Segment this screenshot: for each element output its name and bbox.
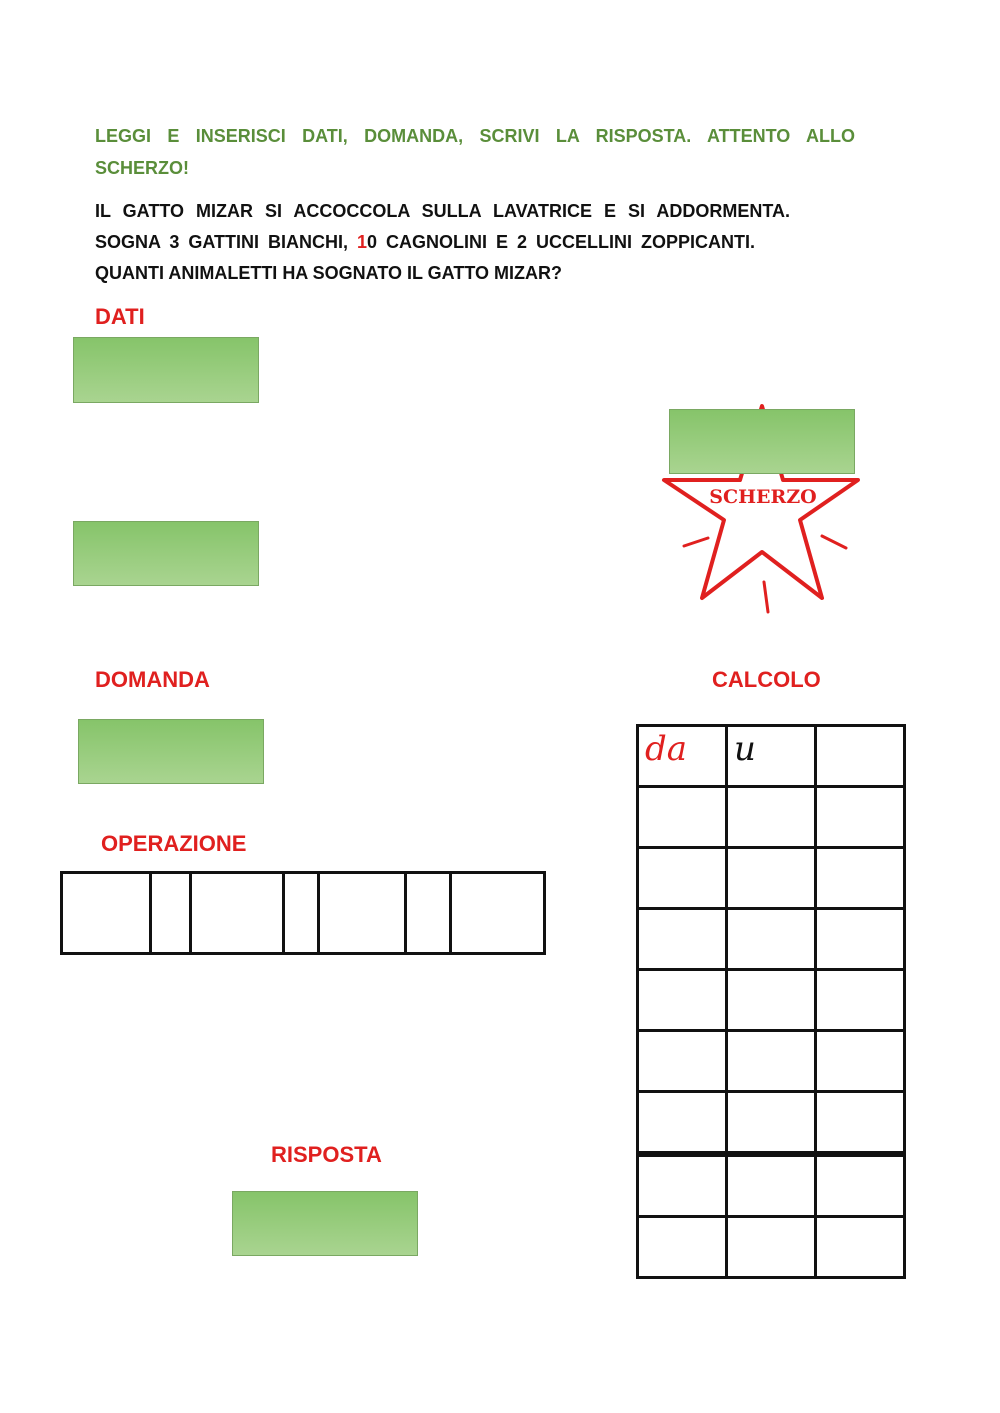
calcolo-cell[interactable] [638,1092,727,1155]
calcolo-cell[interactable] [816,1154,905,1217]
domanda-label: DOMANDA [95,667,210,692]
calcolo-cell[interactable] [816,787,905,848]
operazione-cell[interactable] [284,873,319,954]
calcolo-cell[interactable] [727,970,816,1031]
dati-answer-box-2[interactable] [73,521,259,586]
calcolo-cell[interactable] [638,848,727,909]
operazione-table [60,871,546,955]
dati-answer-box-1[interactable] [73,337,259,403]
calcolo-cell[interactable] [638,1031,727,1092]
calcolo-cell[interactable] [727,1092,816,1155]
scherzo-stamp-text: SCHERZO [709,486,817,508]
calcolo-cell[interactable] [816,1031,905,1092]
problem-text [95,196,835,289]
calcolo-cell[interactable] [638,1154,727,1217]
calcolo-cell[interactable] [638,970,727,1031]
calcolo-cell[interactable] [816,909,905,970]
operazione-cell[interactable] [451,873,545,954]
problem-line-2 [95,227,835,258]
operazione-cell[interactable] [406,873,451,954]
instructions: LEGGI E INSERISCI DATI, DOMANDA, SCRIVI LA RISPOSTA. ATTENTO ALLO SCHERZO! [95,126,855,178]
calcolo-cell[interactable] [727,848,816,909]
dati-label: DATI [95,304,145,329]
calcolo-cell[interactable] [638,726,727,787]
risposta-label: RISPOSTA [271,1142,382,1167]
operazione-cell[interactable] [151,873,191,954]
calcolo-cell[interactable] [727,909,816,970]
operazione-cell[interactable] [62,873,151,954]
calcolo-cell[interactable] [816,970,905,1031]
problem-line-2-a: SOGNA 3 GATTINI BIANCHI, [95,232,358,252]
calcolo-cell[interactable] [816,1217,905,1278]
calcolo-cell[interactable] [816,848,905,909]
calcolo-grid [636,724,906,1279]
calc-header-da: da [645,729,688,769]
problem-number-highlight: 1 [357,232,368,252]
calcolo-cell[interactable] [727,726,816,787]
calcolo-cell[interactable] [727,1217,816,1278]
calcolo-cell[interactable] [816,726,905,787]
calc-header-u: u [734,729,756,769]
problem-line-3: QUANTI ANIMALETTI HA SOGNATO IL GATTO MIZAR? [95,263,562,283]
operazione-label: OPERAZIONE [101,831,247,856]
operazione-cell[interactable] [191,873,284,954]
calcolo-cell[interactable] [727,1154,816,1217]
domanda-answer-box[interactable] [78,719,264,784]
calcolo-cell[interactable] [727,787,816,848]
risposta-answer-box[interactable] [232,1191,418,1256]
calcolo-cell[interactable] [638,787,727,848]
calcolo-cell[interactable] [816,1092,905,1155]
calcolo-cell[interactable] [727,1031,816,1092]
operazione-cell[interactable] [319,873,406,954]
calcolo-cell[interactable] [638,1217,727,1278]
problem-line-1: IL GATTO MIZAR SI ACCOCCOLA SULLA LAVATRICE E SI ADDORMENTA. [95,201,790,221]
calcolo-cell[interactable] [638,909,727,970]
scherzo-answer-box[interactable] [669,409,855,474]
problem-line-2-b: 0 CAGNOLINI E 2 UCCELLINI ZOPPICANTI. [367,232,756,252]
calcolo-label: CALCOLO [712,667,821,692]
